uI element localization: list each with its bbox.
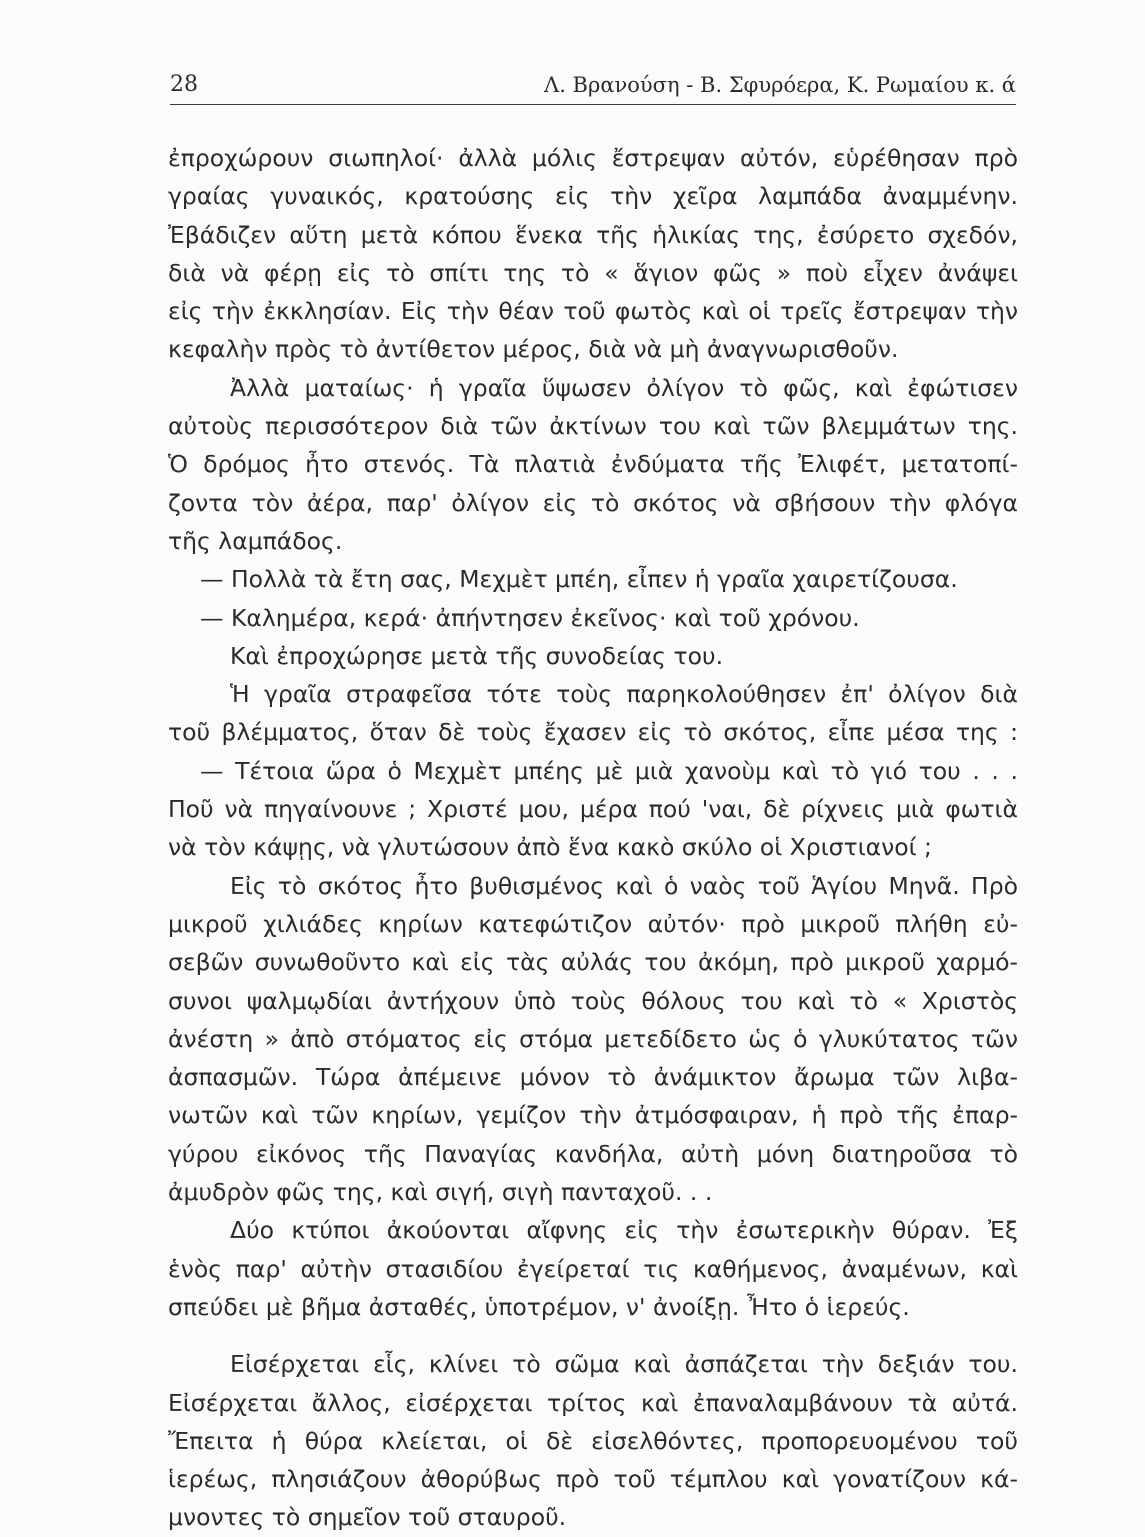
- text-line: νὰ τὸν κάψῃς, νὰ γλυτώσουν ἀπὸ ἕνα κακὸ σκύλο οἱ Χριστιανοί ;: [168, 833, 932, 862]
- text-line: Εἰσέρχεται εἷς, κλίνει τὸ σῶμα καὶ ἀσπάζεται τὴν δεξιάν του.: [230, 1350, 1018, 1379]
- text-line: σεβῶν συνωθοῦντο καὶ εἰς τὰς αὐλάς του ἀκόμη, πρὸ μικροῦ χαρμό-: [168, 948, 1018, 977]
- text-line: Ἡ γραῖα στραφεῖσα τότε τοὺς παρηκολούθησεν ἐπ' ὀλίγον διὰ: [230, 680, 1018, 709]
- text-line: Ἐβάδιζεν αὕτη μετὰ κόπου ἕνεκα τῆς ἡλικίας της, ἐσύρετο σχεδόν,: [168, 220, 1018, 249]
- text-line: συνοι ψαλμῳδίαι ἀντήχουν ὑπὸ τοὺς θόλους του καὶ τὸ « Χριστὸς: [168, 986, 1018, 1015]
- text-line: Ποῦ νὰ πηγαίνουνε ; Χριστέ μου, μέρα πού 'ναι, δὲ ρίχνεις μιὰ φωτιὰ: [168, 795, 1018, 824]
- text-line: μνοντες τὸ σημεῖον τοῦ σταυροῦ.: [168, 1503, 567, 1532]
- text-line: ἑνὸς παρ' αὐτὴν στασιδίου ἐγείρεταί τις καθήμενος, ἀναμένων, καὶ: [168, 1254, 1018, 1283]
- dialogue-line: — Πολλὰ τὰ ἔτη σας, Μεχμὲτ μπέη, εἶπεν ἡ γραῖα χαιρετίζουσα.: [200, 565, 958, 594]
- body-text: [168, 139, 1018, 1537]
- text-line: νωτῶν καὶ τῶν κηρίων, γεμίζον τὴν ἀτμόσφαιραν, ἡ πρὸ τῆς ἐπαρ-: [168, 1101, 1018, 1130]
- paragraph-gap: [168, 1326, 1018, 1345]
- text-line: τοῦ βλέμματος, ὅταν δὲ τοὺς ἔχασεν εἰς τὸ σκότος, εἶπε μέσα της :: [168, 718, 1018, 747]
- text-line: γύρου εἰκόνος τῆς Παναγίας κανδήλα, αὐτὴ μόνη διατηροῦσα τὸ: [168, 1139, 1018, 1168]
- text-line: αὐτοὺς περισσότερον διὰ τῶν ἀκτίνων του καὶ τῶν βλεμμάτων της.: [168, 412, 1018, 441]
- text-line: ἀνέστη » ἀπὸ στόματος εἰς στόμα μετεδίδετο ὡς ὁ γλυκύτατος τῶν: [168, 1024, 1018, 1053]
- text-line: ἱερέως, πλησιάζουν ἀθορύβως πρὸ τοῦ τέμπλου καὶ γονατίζουν κά-: [168, 1465, 1018, 1494]
- text-line: Καὶ ἐπροχώρησε μετὰ τῆς συνοδείας του.: [230, 641, 724, 670]
- text-line: Ἀλλὰ ματαίως· ἡ γραῖα ὕψωσεν ὀλίγον τὸ φῶς, καὶ ἐφώτισεν: [230, 373, 1018, 402]
- text-line: ἐπροχώρουν σιωπηλοί· ἀλλὰ μόλις ἔστρεψαν αὐτόν, εὑρέθησαν πρὸ: [168, 144, 1018, 172]
- text-line: Εἰς τὸ σκότος ἦτο βυθισμένος καὶ ὁ ναὸς τοῦ Ἁγίου Μηνᾶ. Πρὸ: [230, 871, 1018, 900]
- text-line: τῆς λαμπάδος.: [168, 526, 343, 555]
- page-number: 28: [170, 72, 198, 97]
- running-header-title: Λ. Βρανούση - Β. Σφυρόερα, Κ. Ρωμαίου κ. ά: [544, 73, 1016, 97]
- text-line: διὰ νὰ φέρῃ εἰς τὸ σπίτι της τὸ « ἅγιον φῶς » ποὺ εἶχεν ἀνάψει: [168, 258, 1018, 287]
- text-line: κεφαλὴν πρὸς τὸ ἀντίθετον μέρος, διὰ νὰ μὴ ἀναγνωρισθοῦν.: [168, 335, 899, 364]
- dialogue-line: — Καλημέρα, κερά· ἀπήντησεν ἐκεῖνος· καὶ τοῦ χρόνου.: [200, 603, 860, 632]
- text-line: μικροῦ χιλιάδες κηρίων κατεφώτιζον αὐτόν· πρὸ μικροῦ πλήθη εὐ-: [168, 909, 1018, 938]
- text-line: ζοντα τὸν ἀέρα, παρ' ὀλίγον εἰς τὸ σκότος νὰ σβήσουν τὴν φλόγα: [168, 488, 1018, 517]
- dialogue-line: — Τέτοια ὥρα ὁ Μεχμὲτ μπέης μὲ μιὰ χανοὺμ καὶ τὸ γιό του . . .: [200, 756, 1018, 785]
- text-line: Δύο κτύποι ἀκούονται αἴφνης εἰς τὴν ἐσωτερικὴν θύραν. Ἐξ: [230, 1216, 1018, 1245]
- text-line: Ἔπειτα ἡ θύρα κλείεται, οἱ δὲ εἰσελθόντες, προπορευομένου τοῦ: [168, 1426, 1018, 1455]
- text-line: σπεύδει μὲ βῆμα ἀσταθές, ὑποτρέμον, ν' ἀνοίξῃ. Ἦτο ὁ ἱερεύς.: [168, 1292, 910, 1321]
- text-line: ἀμυδρὸν φῶς της, καὶ σιγή, σιγὴ πανταχοῦ. . .: [168, 1178, 713, 1207]
- text-line: γραίας γυναικός, κρατούσης εἰς τὴν χεῖρα λαμπάδα ἀναμμένην.: [168, 182, 1018, 211]
- text-line: Εἰσέρχεται ἄλλος, εἰσέρχεται τρίτος καὶ ἐπαναλαμβάνουν τὰ αὐτά.: [168, 1388, 1018, 1417]
- text-line: Ὁ δρόμος ἦτο στενός. Τὰ πλατιὰ ἐνδύματα τῆς Ἐλιφέτ, μετατοπί-: [168, 450, 1018, 479]
- text-line: εἰς τὴν ἐκκλησίαν. Εἰς τὴν θέαν τοῦ φωτὸς καὶ οἱ τρεῖς ἔστρεψαν τὴν: [168, 297, 1018, 326]
- text-line: ἀσπασμῶν. Τώρα ἀπέμεινε μόνον τὸ ἀνάμικτον ἄρωμα τῶν λιβα-: [168, 1063, 1018, 1092]
- running-header: [170, 70, 1016, 105]
